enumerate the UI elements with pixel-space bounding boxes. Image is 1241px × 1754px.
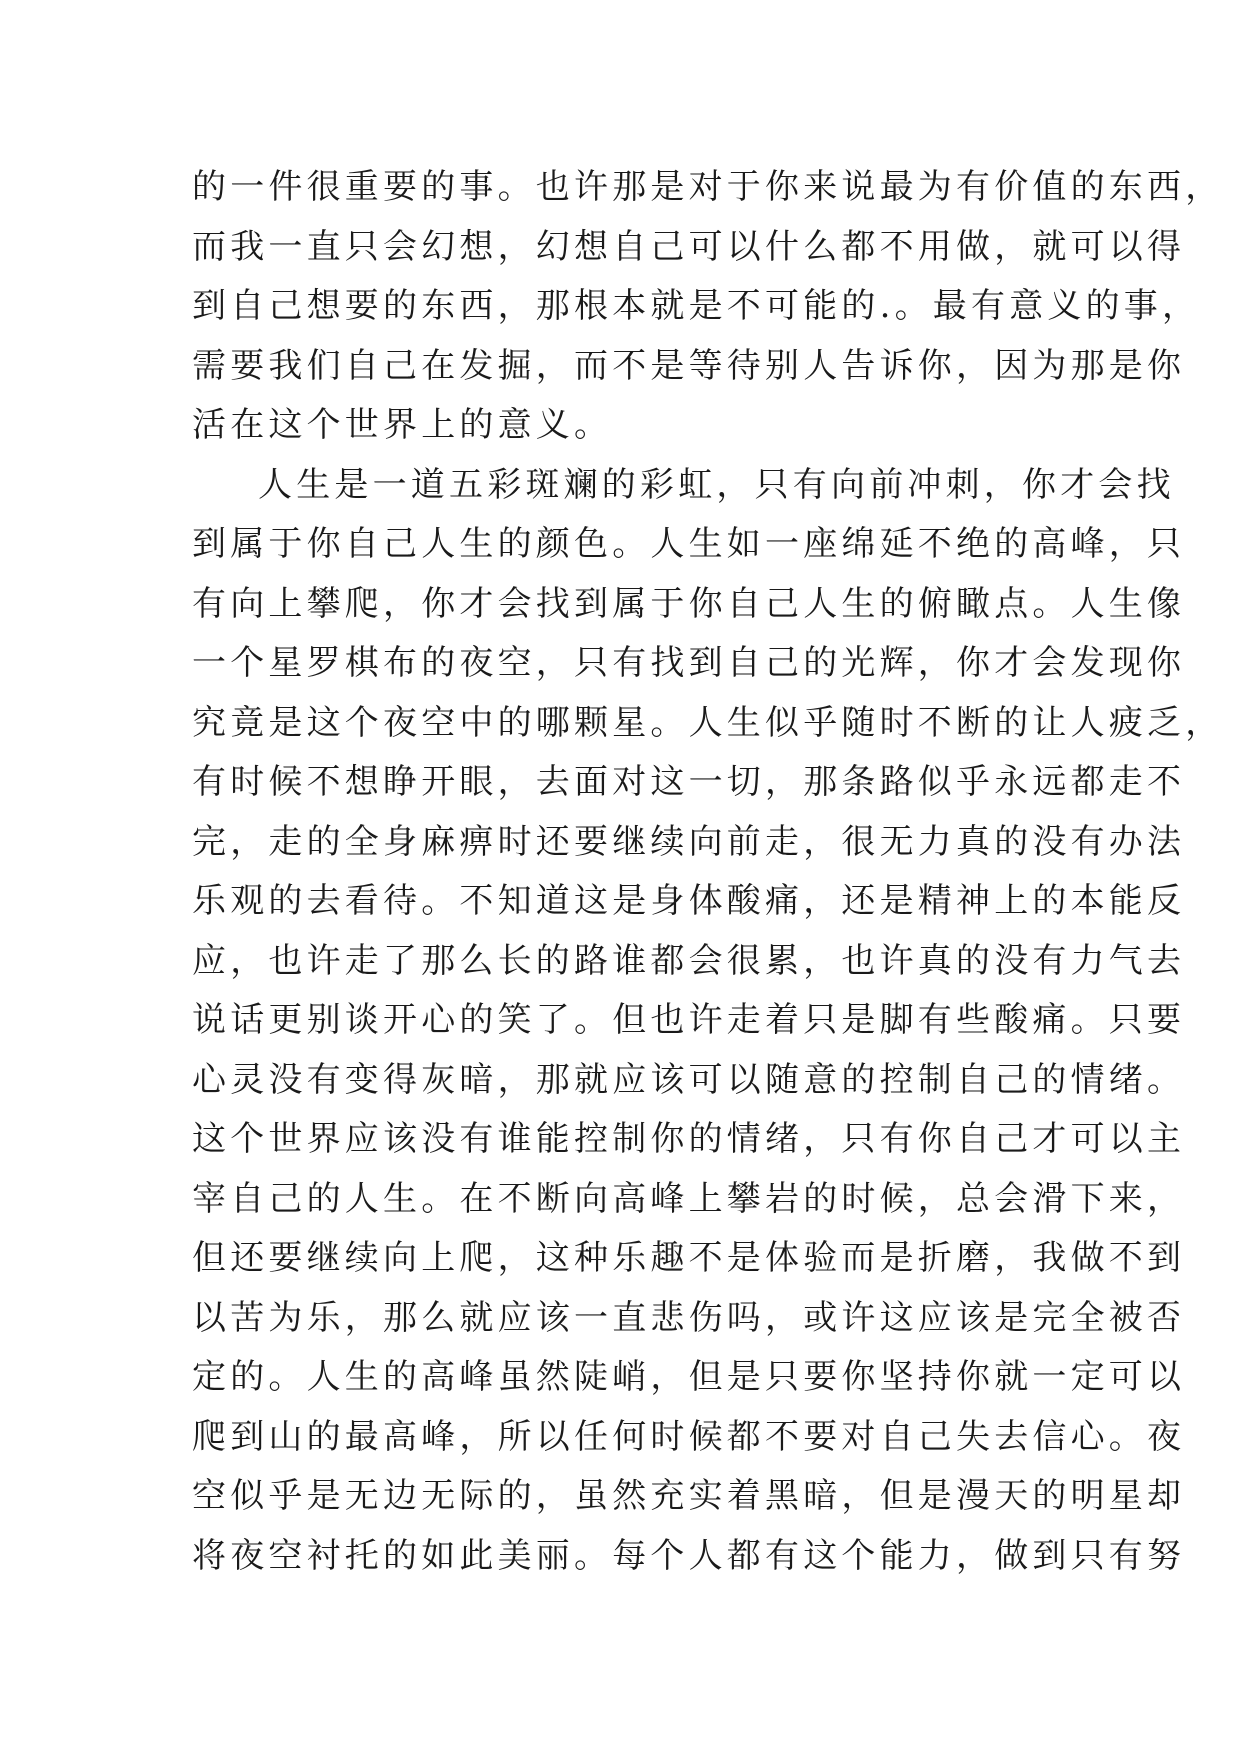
paragraph: [192, 456, 1224, 1587]
text-line: 有时候不想睁开眼，去面对这一切，那条路似乎永远都走不: [192, 762, 1186, 802]
text-line: 究竟是这个夜空中的哪颗星。人生似乎随时不断的让人疲乏，: [192, 702, 1224, 743]
text-line: 这个世界应该没有谁能控制你的情绪，只有你自己才可以主: [192, 1119, 1186, 1159]
text-line: 宰自己的人生。在不断向高峰上攀岩的时候，总会滑下来，: [192, 1178, 1186, 1219]
text-line: 有向上攀爬，你才会找到属于你自己人生的俯瞰点。人生像: [192, 583, 1186, 624]
text-line: 定的。人生的高峰虽然陡峭，但是只要你坚持你就一定可以: [192, 1357, 1186, 1397]
text-line: 到属于你自己人生的颜色。人生如一座绵延不绝的高峰，只: [192, 524, 1186, 564]
paragraph: [192, 158, 1224, 456]
text-line: 需要我们自己在发掘，而不是等待别人告诉你，因为那是你: [192, 345, 1186, 386]
body-text: [192, 158, 1224, 1586]
text-line: 到自己想要的东西，那根本就是不可能的.。最有意义的事，: [192, 286, 1201, 326]
text-line: 完，走的全身麻痹时还要继续向前走，很无力真的没有办法: [192, 821, 1186, 862]
text-line: 人生是一道五彩斑斓的彩虹，只有向前冲刺，你才会找: [258, 464, 1175, 505]
text-line: 空似乎是无边无际的，虽然充实着黑暗，但是漫天的明星却: [192, 1476, 1186, 1516]
text-line: 说话更别谈开心的笑了。但也许走着只是脚有些酸痛。只要: [192, 1000, 1186, 1040]
text-line: 乐观的去看待。不知道这是身体酸痛，还是精神上的本能反: [192, 881, 1186, 921]
text-line: 但还要继续向上爬，这种乐趣不是体验而是折磨，我做不到: [192, 1238, 1186, 1278]
text-line: 的一件很重要的事。也许那是对于你来说最为有价值的东西，: [192, 167, 1224, 207]
text-line: 以苦为乐，那么就应该一直悲伤吗，或许这应该是完全被否: [192, 1297, 1186, 1338]
text-line: 应，也许走了那么长的路谁都会很累，也许真的没有力气去: [192, 940, 1186, 981]
text-line: 将夜空衬托的如此美丽。每个人都有这个能力，做到只有努: [192, 1535, 1186, 1576]
text-line: 一个星罗棋布的夜空，只有找到自己的光辉，你才会发现你: [192, 643, 1186, 683]
text-line: 心灵没有变得灰暗，那就应该可以随意的控制自己的情绪。: [192, 1059, 1186, 1100]
text-line: 而我一直只会幻想，幻想自己可以什么都不用做，就可以得: [192, 226, 1186, 267]
text-line: 爬到山的最高峰，所以任何时候都不要对自己失去信心。夜: [192, 1416, 1186, 1457]
text-line: 活在这个世界上的意义。: [192, 405, 613, 445]
